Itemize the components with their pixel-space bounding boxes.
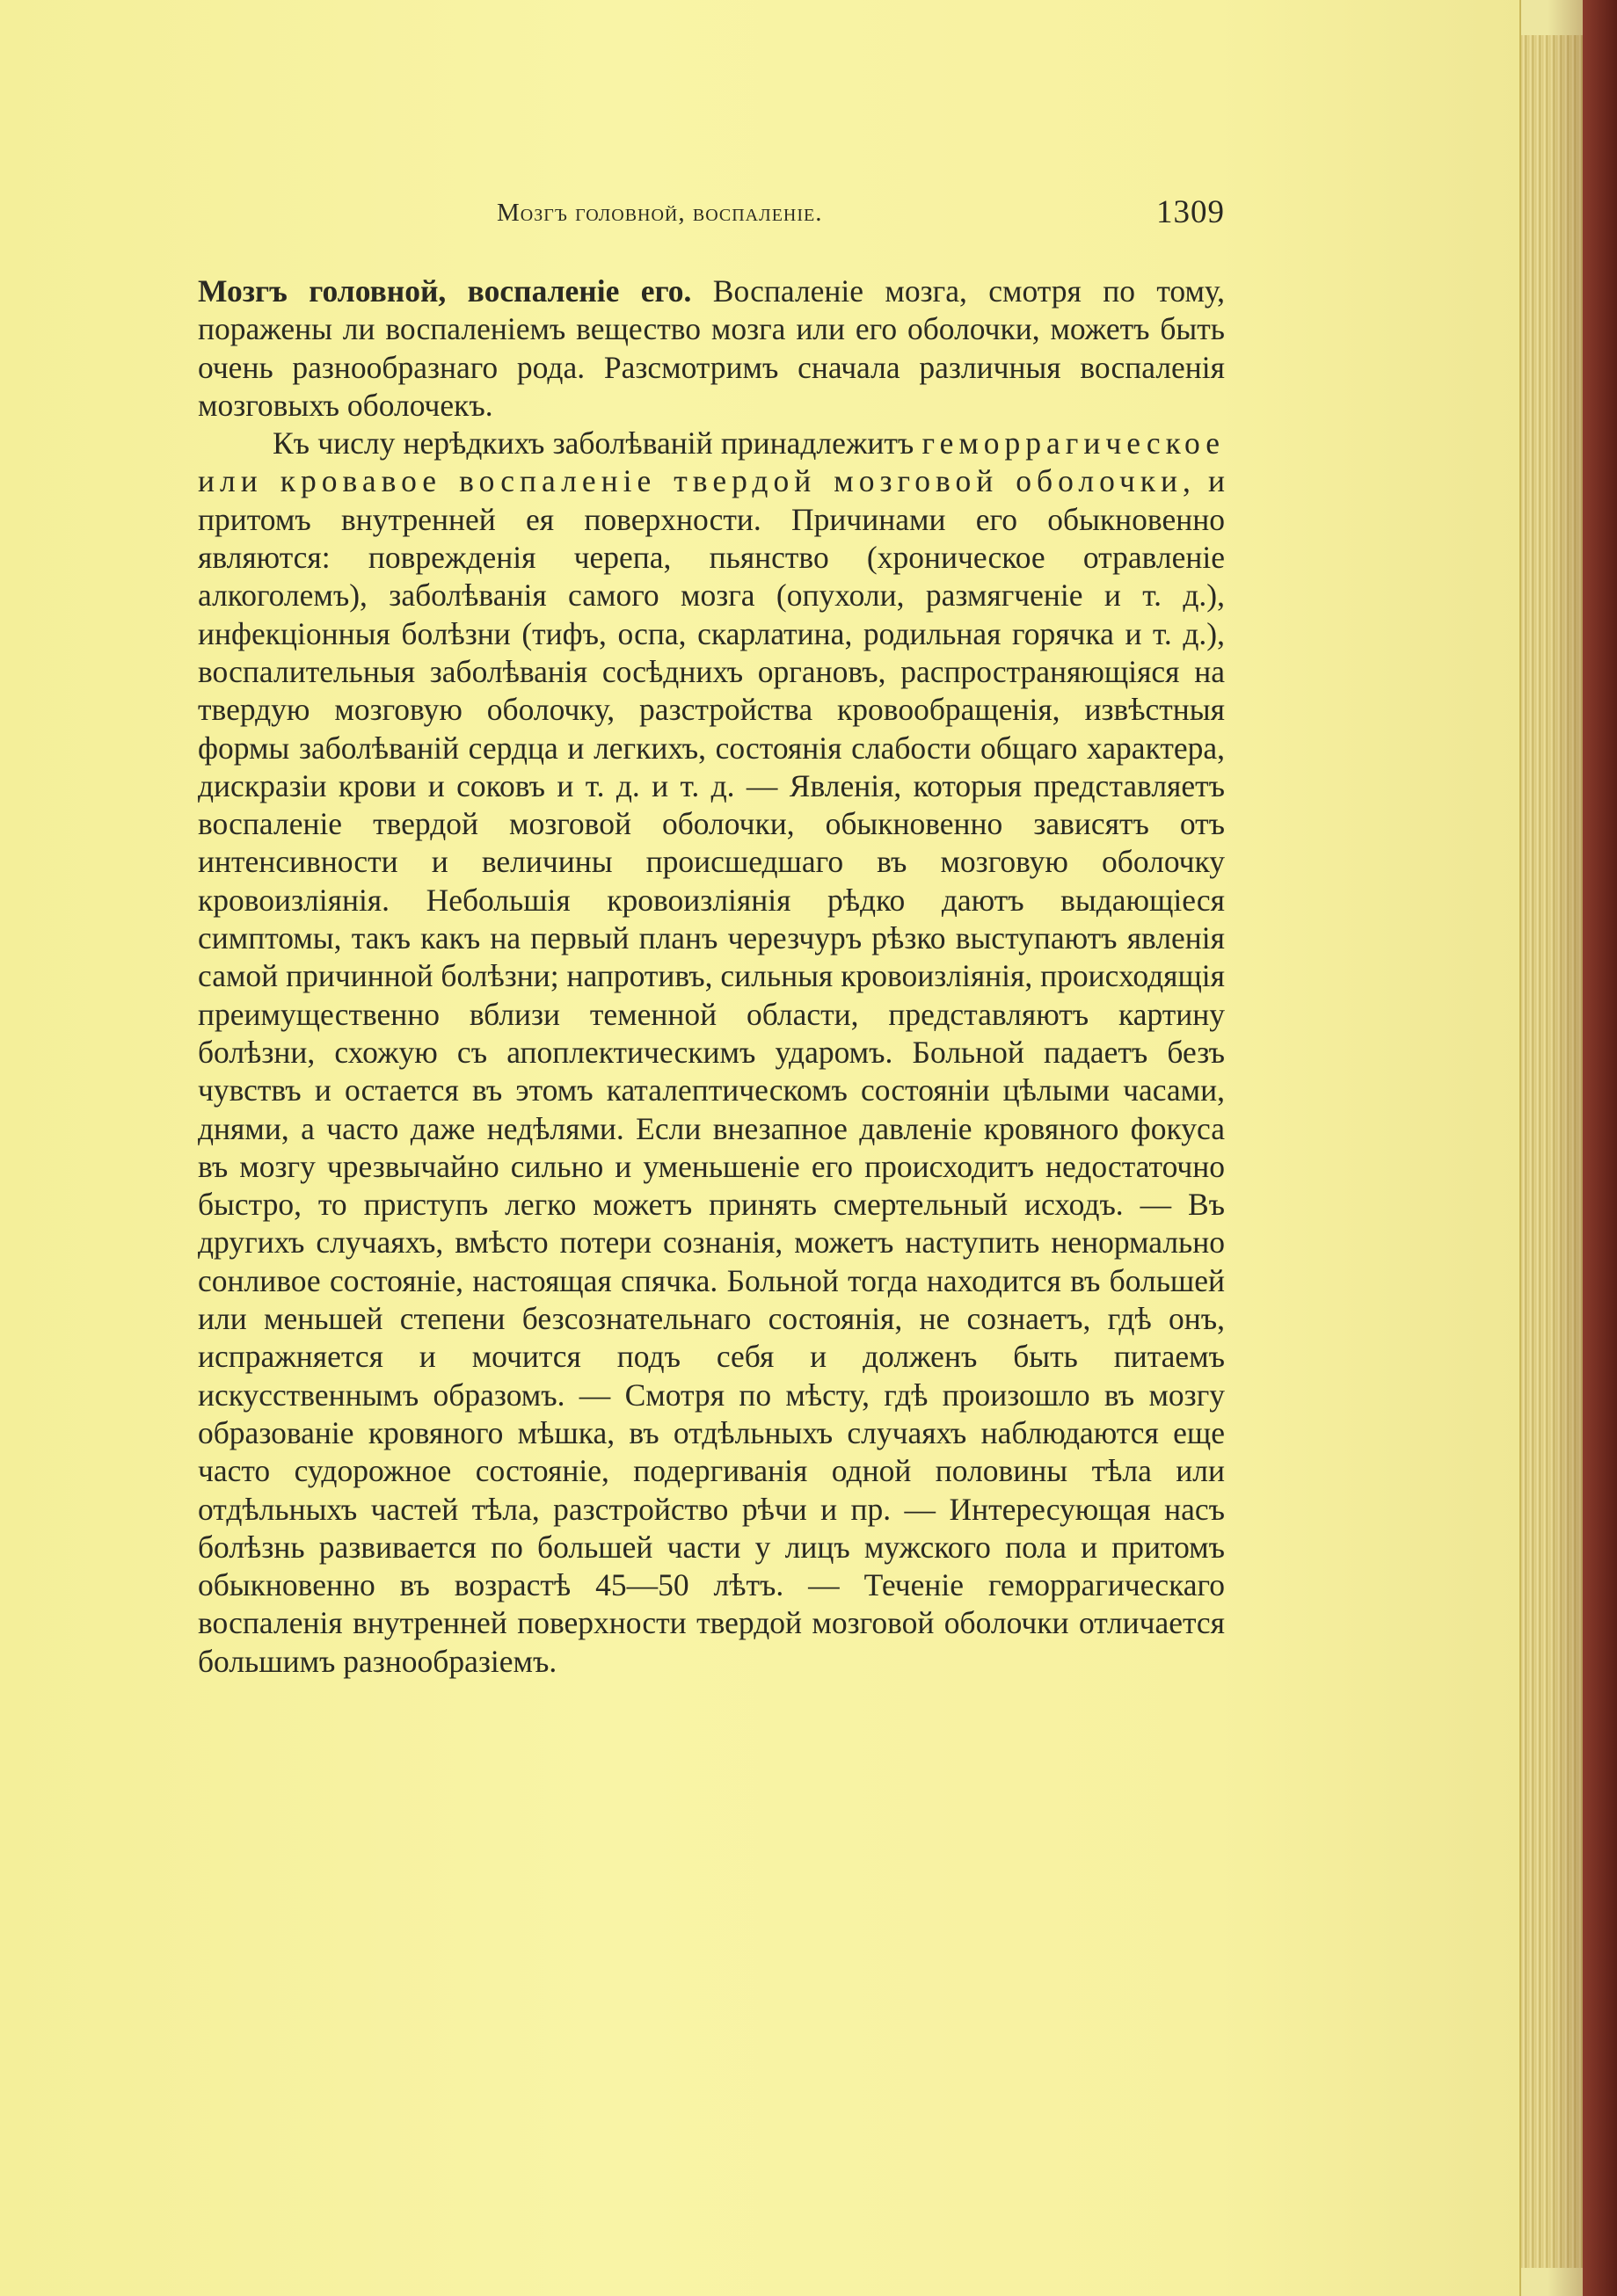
article-title: Мозгъ головной, воспаленіе его. (198, 273, 692, 309)
paragraph-2-start: Къ числу нерѣдкихъ заболѣваній принадлежитъ (273, 425, 922, 461)
page-number: 1309 (1156, 194, 1225, 230)
paragraph-1 (198, 272, 1225, 425)
paragraph-2 (198, 425, 1225, 1681)
book-spine (1583, 0, 1617, 2296)
paragraph-2-spaced-term: геморрагическое или кровавое воспаленіе твердой мозговой оболочки, (198, 425, 1225, 499)
article-body (198, 272, 1225, 1681)
page-header (198, 193, 1225, 246)
paragraph-1-text: Воспаленіе мозга, смотря по тому, поражены ли воспаленіемъ вещество мозга или его оболочки, можетъ быть очень разнообразнаго рода. Разсмотримъ сначала различныя воспаленія мозговыхъ оболочекъ. (198, 273, 1225, 423)
running-head: Мозгъ головной, воспаленіе. (497, 199, 823, 227)
paragraph-2-rest: и притомъ внутренней ея поверхности. Причинами его обыкновенно являются: поврежденія черепа, пьянство (хроническое отравленіе алкоголемъ), заболѣванія самого мозга (опухоли, размягченіе и т. д.), инфекціонныя болѣзни (тифъ, оспа, скарлатина, родильная горячка и т. д.), воспалительныя заболѣванія сосѣднихъ органовъ, распространяющіяся на твердую мозговую оболочку, разстройства кровообращенія, извѣстныя формы заболѣваній сердца и легкихъ, состоянія слабости общаго характера, дискразіи крови и соковъ и т. д. и т. д. — Явленія, которыя представляетъ воспаленіе твердой мозговой оболочки, обыкновенно зависятъ отъ интенсивности и величины происшедшаго въ мозговую оболочку кровоизліянія. Небольшія кровоизліянія рѣдко даютъ выдающіеся симптомы, такъ какъ на первый планъ черезчуръ рѣзко выступаютъ явленія самой причинной болѣзни; напротивъ, сильныя кровоизліянія, происходящія преимущественно вблизи теменной области, представляютъ картину болѣзни, схожую съ апоплектическимъ ударомъ. Больной падаетъ безъ чувствъ и остается въ этомъ каталептическомъ состояніи цѣлыми часами, днями, а часто даже недѣлями. Если внезапное давленіе кровяного фокуса въ мозгу чрезвычайно сильно и уменьшеніе его происходитъ недостаточно быстро, то приступъ легко можетъ принять смертельный исходъ. — Въ другихъ случаяхъ, вмѣсто потери сознанія, можетъ наступить ненормально сонливое состояніе, настоящая спячка. Больной тогда находится въ большей или меньшей степени безсознательнаго состоянія, не сознаетъ, гдѣ онъ, испражняется и мочится подъ себя и долженъ быть питаемъ искусственнымъ образомъ. — Смотря по мѣсту, гдѣ произошло въ мозгу образованіе кровяного мѣшка, въ отдѣльныхъ случаяхъ наблюдаются еще часто судорожное состояніе, подергиванія одной половины тѣла или отдѣльныхъ частей тѣла, разстройство рѣчи и пр. — Интересующая насъ болѣзнь развивается по большей части у лицъ мужского пола и притомъ обыкновенно въ возрастѣ 45—50 лѣтъ. — Теченіе геморрагическаго воспаленія внутренней поверхности твердой мозговой оболочки отличается большимъ разнообразіемъ. (198, 463, 1226, 1679)
